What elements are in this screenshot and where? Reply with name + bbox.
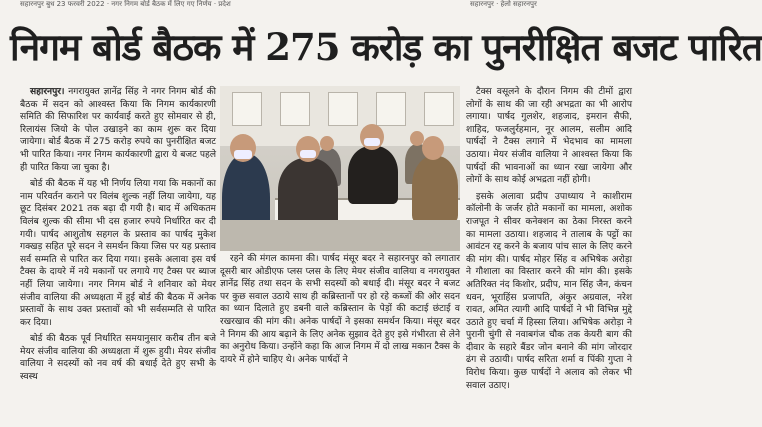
- paragraph-6: इसके अलावा प्रदीप उपाध्याय ने काशीराम कॉलोनी के जर्जर होते मकानों का मामला, अशोक राजपूत ने सीवर कनेक्शन का ठेका निरस्त करने का मामला उठाया। शहजाद ने तालाब के पट्टों का आवंटन रद्द करने के बजाय पांच साल के लिए करने की मांग की। पार्षद मोहर सिंह व अभिषेक अरोड़ा ने गौशाला का विस्तार करने की मांग की। इसके अतिरिक्त नंद किशोर, प्रदीप, मान सिंह जैन, कंचन धवन, भूराहिंस प्रजापति, अंकुर अग्रवाल, नरेश रावत, अमित त्यागी आदि पार्षदों ने भी विभिन्न मुद्दे उठाते हुए चर्चा में हिस्सा लिया। अभिषेक अरोड़ा ने पुरानी चुंगी से नवाबगंज चौक तक केयरी बाग की दीवार के सहारे बैंडर जोन बनाने की मांग जोरदार ढंग से उठायी। पार्षद सरिता शर्मा व पिंकी गुप्ता ने विरोध किया। कुछ पार्षदों ने अलाव को लेकर भी सवाल उठाए।: [466, 191, 632, 391]
- person-head: [360, 124, 384, 150]
- article-column-3: [466, 86, 632, 420]
- person-head: [422, 136, 444, 160]
- photo-foreground: [220, 220, 460, 251]
- paragraph-5: टैक्स वसूलने के दौरान निगम की टीमों द्वारा लोगों के साथ की जा रही अभद्रता का भी आरोप लगाया। पार्षद गुलशेर, शहजाद, इमरान सैफी, शाहिद, फजलुर्रहमान, नूर आलम, सलीम आदि पार्षदों ने टैक्स लगाने में भेदभाव का मामला उठाया। मेयर संजीव वालिया ने आश्वस्त किया कि पार्षदों की भावनाओं का ध्यान रखा जायेगा और लोगों के साथ कोई अभद्रता नहीं होगी।: [466, 87, 632, 186]
- headline: निगम बोर्ड बैठक में 275 करोड़ का पुनरीक्षित बजट पारित: [10, 25, 762, 69]
- person-figure: [412, 156, 458, 222]
- meeting-photo: [220, 86, 460, 251]
- article-column-1: [20, 86, 216, 420]
- person-figure: [348, 146, 398, 204]
- photo-window: [376, 92, 406, 126]
- paragraph-3: बोर्ड की बैठक पूर्व निर्धारित समयानुसार करीब तीन बजे मेयर संजीव वालिया की अध्यक्षता में शुरू हुयी। मेयर संजीव वालिया ने सदस्यों को नव वर्ष की बधाई देते हुए सभी के स्वस्थ: [20, 334, 216, 383]
- face-mask: [300, 150, 316, 158]
- photo-window: [280, 92, 310, 126]
- photo-window: [424, 92, 454, 126]
- face-mask: [364, 138, 380, 146]
- photo-window: [328, 92, 358, 126]
- paragraph-1: नगरायुक्त ज्ञानेंद्र सिंह ने नगर निगम बोर्ड की बैठक में सदन को आश्वस्त किया कि निगम कार्यकारणी समिति की सिफारिश पर कार्यवाई करते हुए सोमवार से ही, रिलायंस जियो के पोल उखाड़ने का काम शुरू कर दिया जायेगा। बोर्ड बैठक में 275 करोड़ रुपये का पुनरीक्षित बजट भी पारित किया। नगर निगम कार्यकारणी द्वारा ये बजट पहले ही पारित किया जा चुका है।: [20, 87, 216, 173]
- paragraph-2: बोर्ड की बैठक में यह भी निर्णय लिया गया कि मकानों का नाम परिवर्तन कराने पर विलंब शुल्क नहीं लिया जायेगा, यह छूट दिसंबर 2021 तक बढ़ा दी गयी है। बाद में अधिकतम विलंब शुल्क की सीमा भी दस हजार रुपये निर्धारित कर दी गयी। पार्षद आशुतोष सहगल के प्रस्ताव का पार्षद मुकेश गक्खड़ सहित पूरे सदन ने समर्थन किया जिस पर यह प्रस्ताव सर्व सम्मति से पारित कर दिया गया। इसके अलावा इस वर्ष टैक्स के दायरे में नये मकानों पर लगाये गए टैक्स पर ब्याज नहीं लिया जायेगा। नगर निगम बोर्ड ने शनिवार को मेयर संजीव वालिया की अध्यक्षता में हुई बोर्ड की बैठक में अनेक प्रस्तावों के साथ उक्त प्रस्तावों को भी सर्वसम्मति से पारित कर दिया।: [20, 179, 216, 328]
- page-top-strip: [0, 0, 641, 9]
- photo-window: [232, 92, 262, 126]
- top-strip-right: सहारनपुर · हेलो सहारनपुर: [470, 0, 537, 8]
- top-strip-left: सहारनपुर बुध 23 फरवरी 2022 · नगर निगम बोर्ड बैठक में लिए गए निर्णय · प्रदेश: [20, 0, 231, 8]
- paragraph-4: रहने की मंगल कामना की। पार्षद मंसूर बदर ने सहारनपुर को लगातार दूसरी बार ओडीएफ प्लस प्लस के लिए मेयर संजीव वालिया व नगरायुक्त ज्ञानेंद्र सिंह तथा सदन के सभी सदस्यों को बधाई दी। मंसूर बदर ने बजट पर कुछ सवाल उठाये साथ ही कब्रिस्तानों पर हो रहे कब्जों की ओर सदन का ध्यान दिलाते हुए डबनी वाले कब्रिस्तान के पेड़ों की कटाई छंटाई व रखरखाव की मांग की। अनेक पार्षदों ने इसका समर्थन किया। मंसूर बदर ने निगम की आय बढ़ाने के लिए अनेक सुझाव देते हुए इसे गंभीरता से लेने का अनुरोध किया। उन्होंने कहा कि आज निगम में दो लाख मकान टैक्स के दायरे में होने चाहिए थे। अनेक पार्षदों ने: [220, 254, 460, 365]
- face-mask: [234, 150, 252, 159]
- article-column-2: [220, 253, 460, 420]
- person-head: [296, 136, 320, 162]
- person-head: [320, 136, 334, 151]
- dateline: सहारनपुर।: [30, 87, 65, 97]
